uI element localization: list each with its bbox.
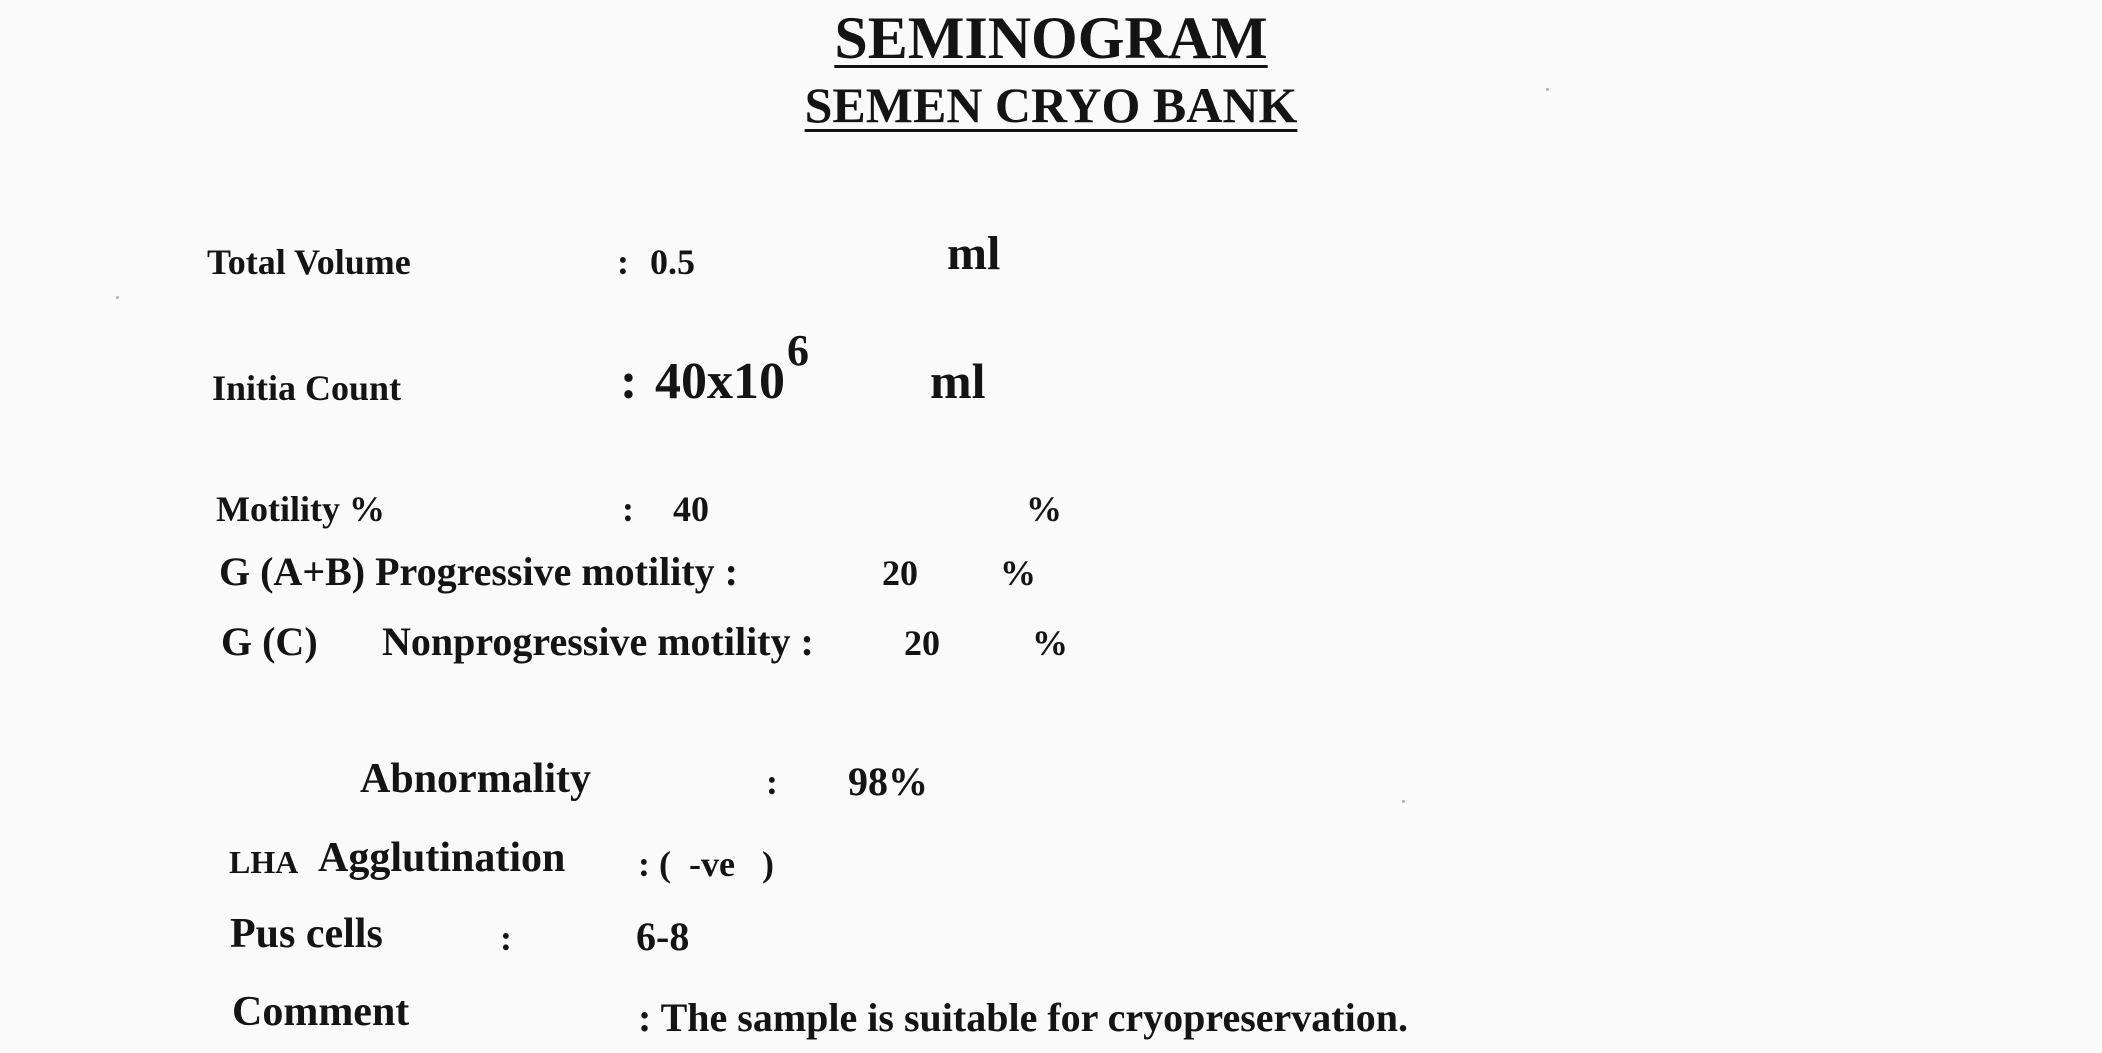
abnormality-value: 98% xyxy=(848,759,928,804)
total-volume-label: Total Volume xyxy=(207,242,411,282)
scan-speck xyxy=(1402,800,1405,803)
total-volume-separator: : xyxy=(617,242,629,282)
progressive-motility-unit: % xyxy=(1000,553,1036,593)
motility-value: 40 xyxy=(673,489,709,529)
progressive-motility-label: G (A+B) Progressive motility : xyxy=(219,549,738,594)
motility-unit: % xyxy=(1026,489,1062,529)
nonprogressive-motility-label: Nonprogressive motility : xyxy=(382,619,814,664)
total-volume-unit: ml xyxy=(947,227,1001,280)
initial-count-exponent: 6 xyxy=(787,326,809,375)
initial-count-unit: ml xyxy=(930,353,986,409)
abnormality-separator: : xyxy=(766,762,778,802)
comment-label: Comment xyxy=(232,989,410,1035)
total-volume-value: 0.5 xyxy=(650,242,695,282)
initial-count-label: Initia Count xyxy=(212,368,402,408)
nonprogressive-motility-unit: % xyxy=(1032,623,1068,663)
nonprogressive-motility-value: 20 xyxy=(904,623,940,663)
initial-count-separator: : xyxy=(620,353,638,410)
nonprogressive-motility-group: G (C) xyxy=(221,619,318,664)
pus-cells-separator: : xyxy=(500,918,512,958)
agglutination-prefix: LHA xyxy=(229,844,299,880)
motility-separator: : xyxy=(622,489,634,529)
scan-speck xyxy=(116,296,119,299)
agglutination-label: Agglutination xyxy=(318,835,566,881)
comment-value: : The sample is suitable for cryopreservation. xyxy=(638,995,1408,1040)
agglutination-value: : ( -ve ) xyxy=(638,844,774,884)
pus-cells-label: Pus cells xyxy=(230,911,383,957)
initial-count-value xyxy=(655,326,809,410)
page-title: SEMINOGRAM xyxy=(834,5,1268,71)
initial-count-base: 40x10 xyxy=(655,353,785,410)
page-subtitle: SEMEN CRYO BANK xyxy=(804,77,1298,133)
abnormality-label: Abnormality xyxy=(360,756,591,802)
motility-label: Motility % xyxy=(216,489,385,529)
progressive-motility-value: 20 xyxy=(882,553,918,593)
pus-cells-value: 6-8 xyxy=(636,914,690,959)
